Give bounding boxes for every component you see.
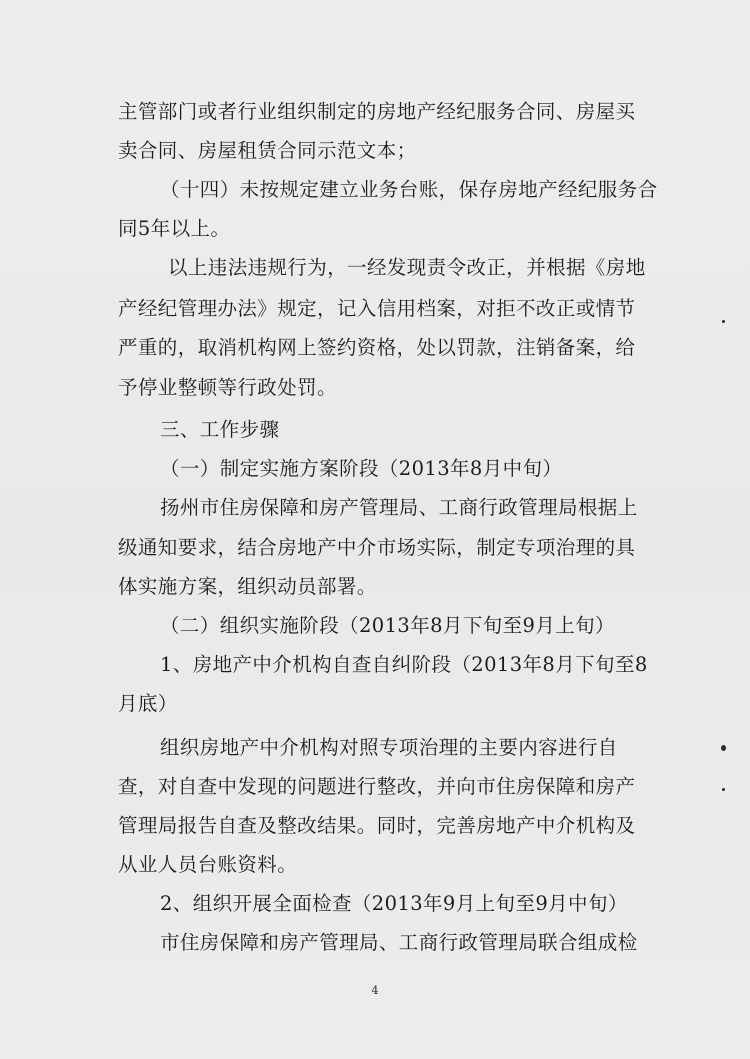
page-number: 4 — [371, 984, 379, 997]
text-line: 从业人员台账资料。 — [118, 853, 298, 876]
text-line: 卖合同、房屋租赁合同示范文本； — [118, 139, 417, 162]
text-line: 市住房保障和房产管理局、工商行政管理局联合组成检 — [160, 931, 638, 954]
text-line: 主管部门或者行业组织制定的房地产经纪服务合同、房屋买 — [118, 100, 636, 123]
text-line: 1、房地产中介机构自查自纠阶段（2013年8月下旬至8 — [160, 653, 648, 676]
scan-speck — [722, 320, 725, 323]
text-line: 予停业整顿等行政处罚。 — [118, 376, 337, 399]
text-line: 查，对自查中发现的问题进行整改，并向市住房保障和房产 — [118, 775, 636, 798]
text-line: （十四）未按规定建立业务台账，保存房地产经纪服务合 — [160, 178, 658, 201]
text-line: 体实施方案，组织动员部署。 — [118, 575, 377, 598]
text-line: 产经纪管理办法》规定，记入信用档案，对拒不改正或情节 — [118, 297, 636, 320]
section-heading: 三、工作步骤 — [160, 418, 280, 441]
text-line: 月底） — [118, 692, 178, 715]
text-line: （一）制定实施方案阶段（2013年8月中旬） — [160, 457, 563, 480]
text-line: 管理局报告自查及整改结果。同时，完善房地产中介机构及 — [118, 814, 636, 837]
text-line: （二）组织实施阶段（2013年8月下旬至9月上旬） — [160, 614, 615, 637]
text-line: 组织房地产中介机构对照专项治理的主要内容进行自 — [160, 736, 618, 759]
text-line: 以上违法违规行为，一经发现责令改正，并根据《房地 — [168, 256, 646, 279]
text-line: 2、组织开展全面检查（2013年9月上旬至9月中旬） — [160, 892, 628, 915]
scan-speck — [722, 788, 725, 791]
text-line: 同5年以上。 — [118, 217, 231, 240]
text-line: 级通知要求，结合房地产中介市场实际，制定专项治理的具 — [118, 536, 636, 559]
text-line: 扬州市住房保障和房产管理局、工商行政管理局根据上 — [160, 496, 638, 519]
scan-speck — [721, 745, 726, 751]
text-line: 严重的，取消机构网上签约资格，处以罚款，注销备案，给 — [118, 336, 636, 359]
